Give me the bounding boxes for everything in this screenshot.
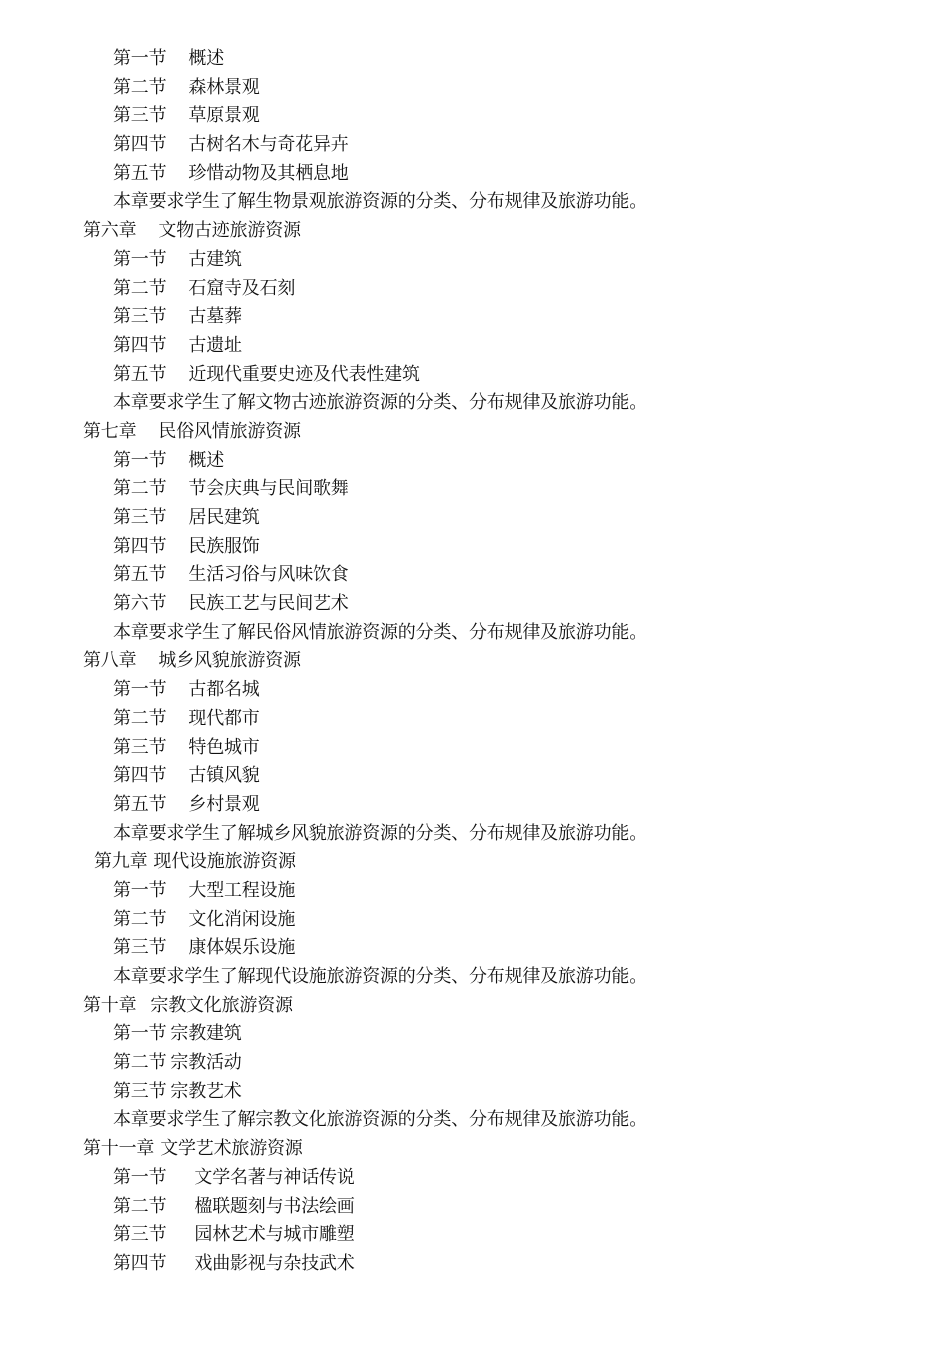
section-number: 第四节: [113, 765, 167, 787]
chapter-title: 现代设施旅游资源: [153, 851, 296, 873]
section-title: 乡村景观: [188, 793, 260, 815]
chapter-number: 第六章: [83, 220, 137, 242]
section-number: 第三节: [113, 736, 167, 758]
section-heading: [0, 934, 951, 963]
section-number: 第二节: [113, 76, 167, 98]
section-heading: [0, 762, 951, 791]
section-number: 第五节: [113, 793, 167, 815]
chapter-requirement: 本章要求学生了解现代设施旅游资源的分类、分布规律及旅游功能。: [113, 966, 647, 987]
chapter-title: 民俗风情旅游资源: [158, 420, 301, 442]
section-title: 石窟寺及石刻: [188, 277, 296, 299]
section-number: 第四节: [113, 535, 167, 557]
section-number: 第二节: [113, 478, 167, 500]
section-number: 第三节: [113, 937, 167, 959]
section-number: 第三节: [113, 105, 167, 127]
section-title: 古遗址: [188, 334, 242, 356]
section-number: 第四节: [113, 1252, 167, 1274]
section-heading: [0, 1250, 951, 1279]
section-heading: [0, 590, 951, 619]
section-title: 古墓葬: [188, 306, 242, 328]
chapter-heading: [0, 1135, 951, 1164]
section-title: 现代都市: [188, 707, 260, 729]
chapter-title: 文学艺术旅游资源: [160, 1138, 303, 1160]
section-heading: [0, 1221, 951, 1250]
section-title: 民族服饰: [188, 535, 260, 557]
section-heading: [0, 734, 951, 763]
section-heading: [0, 676, 951, 705]
section-number: 第二节: [113, 277, 167, 299]
chapter-heading: [0, 418, 951, 447]
section-number: 第一节: [113, 1023, 167, 1045]
section-heading: [0, 877, 951, 906]
section-number: 第一节: [113, 449, 167, 471]
syllabus-document: [0, 45, 951, 1279]
section-number: 第三节: [113, 507, 167, 528]
section-title: 生活习俗与风味饮食: [188, 564, 349, 586]
section-heading: [0, 275, 951, 304]
section-number: 第一节: [113, 248, 167, 270]
section-number: 第五节: [113, 564, 167, 586]
section-title: 民族工艺与民间艺术: [188, 593, 349, 615]
section-title: 概述: [188, 449, 225, 471]
section-title: 古都名城: [188, 679, 260, 701]
section-title: 楹联题刻与书法绘画: [194, 1195, 355, 1217]
section-heading: [0, 906, 951, 935]
chapter-requirement: 本章要求学生了解宗教文化旅游资源的分类、分布规律及旅游功能。: [113, 1109, 647, 1131]
chapter-title: 宗教文化旅游资源: [150, 994, 293, 1016]
section-number: 第三节: [113, 1224, 167, 1246]
section-heading: [0, 475, 951, 504]
section-title: 古建筑: [188, 248, 242, 270]
section-heading: [0, 1078, 951, 1107]
section-title: 宗教活动: [170, 1052, 242, 1074]
section-heading: [0, 447, 951, 476]
section-heading: [0, 1164, 951, 1193]
section-title: 戏曲影视与杂技武术: [194, 1252, 355, 1274]
chapter-requirement: 本章要求学生了解文物古迹旅游资源的分类、分布规律及旅游功能。: [113, 392, 647, 414]
section-title: 园林艺术与城市雕塑: [194, 1224, 355, 1246]
chapter-title: 城乡风貌旅游资源: [158, 650, 301, 672]
section-title: 近现代重要史迹及代表性建筑: [188, 363, 420, 385]
chapter-number: 第十章: [83, 994, 137, 1016]
section-number: 第五节: [113, 363, 167, 385]
chapter-requirement: 本章要求学生了解民俗风情旅游资源的分类、分布规律及旅游功能。: [113, 621, 647, 643]
section-number: 第三节: [113, 1080, 167, 1102]
section-number: 第六节: [113, 593, 167, 615]
section-heading: [0, 561, 951, 590]
section-number: 第二节: [113, 908, 167, 930]
section-number: 第五节: [113, 162, 167, 184]
section-heading: [0, 332, 951, 361]
chapter-number: 第七章: [83, 420, 137, 442]
section-title: 文学名著与神话传说: [194, 1166, 355, 1188]
chapter-number: 第九章: [94, 851, 148, 873]
section-title: 概述: [188, 48, 225, 69]
section-title: 珍惜动物及其栖息地: [188, 162, 349, 184]
chapter-number: 第八章: [83, 650, 137, 672]
section-heading: [0, 705, 951, 734]
section-title: 古树名木与奇花异卉: [188, 134, 349, 156]
section-title: 大型工程设施: [188, 879, 296, 901]
section-heading: [0, 504, 951, 533]
section-number: 第一节: [113, 48, 167, 69]
section-number: 第四节: [113, 334, 167, 356]
section-number: 第一节: [113, 879, 167, 901]
section-number: 第二节: [113, 1195, 167, 1217]
section-number: 第四节: [113, 134, 167, 156]
section-number: 第一节: [113, 679, 167, 701]
section-heading: [0, 533, 951, 562]
section-heading: [0, 1020, 951, 1049]
section-number: 第二节: [113, 1052, 167, 1074]
section-heading: [0, 160, 951, 189]
chapter-number: 第十一章: [83, 1138, 155, 1160]
section-heading: [0, 246, 951, 275]
section-heading: [0, 74, 951, 103]
section-title: 古镇风貌: [188, 765, 260, 787]
section-heading: [0, 303, 951, 332]
chapter-heading: [0, 647, 951, 676]
chapter-heading: [0, 848, 951, 877]
chapter-title: 文物古迹旅游资源: [158, 220, 301, 242]
section-title: 文化消闲设施: [188, 908, 296, 930]
section-heading: [0, 102, 951, 131]
section-heading: [0, 791, 951, 820]
section-title: 草原景观: [188, 105, 260, 127]
section-number: 第三节: [113, 306, 167, 328]
section-heading: [0, 131, 951, 160]
section-heading: [0, 45, 951, 74]
section-title: 居民建筑: [188, 507, 260, 528]
section-number: 第一节: [113, 1166, 167, 1188]
section-title: 宗教建筑: [170, 1023, 242, 1045]
chapter-requirement: 本章要求学生了解生物景观旅游资源的分类、分布规律及旅游功能。: [113, 191, 647, 213]
section-number: 第二节: [113, 707, 167, 729]
section-heading: [0, 1193, 951, 1222]
chapter-requirement: 本章要求学生了解城乡风貌旅游资源的分类、分布规律及旅游功能。: [113, 822, 647, 844]
section-title: 康体娱乐设施: [188, 937, 296, 959]
section-title: 特色城市: [188, 736, 260, 758]
section-title: 森林景观: [188, 76, 260, 98]
chapter-heading: [0, 217, 951, 246]
section-heading: [0, 361, 951, 390]
section-heading: [0, 1049, 951, 1078]
chapter-heading: [0, 992, 951, 1021]
section-title: 节会庆典与民间歌舞: [188, 478, 349, 500]
section-title: 宗教艺术: [170, 1080, 242, 1102]
